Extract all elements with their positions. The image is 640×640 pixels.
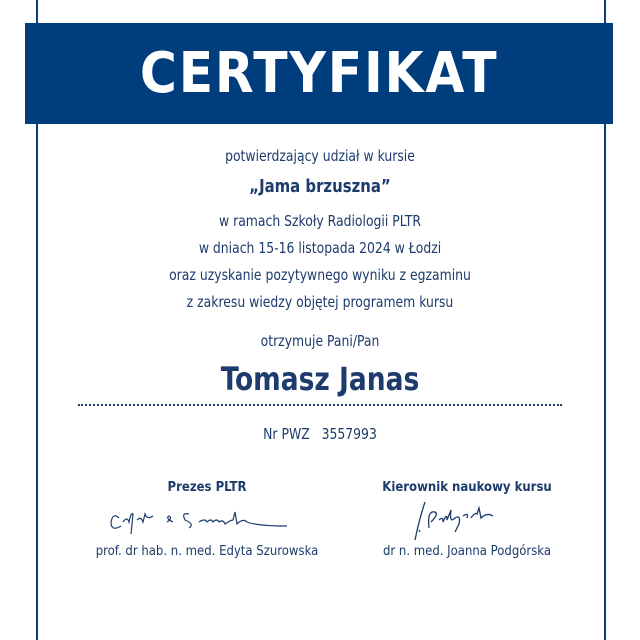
signature-block-supervisor xyxy=(337,480,597,559)
intro-text: potwierdzający udział w kursie xyxy=(225,147,415,165)
dotted-divider xyxy=(78,404,562,406)
title-banner xyxy=(25,23,613,124)
certificate-title: CERTYFIKAT xyxy=(139,41,499,106)
school-text: w ramach Szkoły Radiologii PLTR xyxy=(219,212,421,230)
signature-block-president xyxy=(77,480,337,559)
signature-role: Prezes PLTR xyxy=(167,480,247,495)
recipient-name: Tomasz Janas xyxy=(220,360,420,398)
signature-role: Kierownik naukowy kursu xyxy=(382,480,552,495)
date-text: w dniach 15-16 listopada 2024 w Łodzi xyxy=(198,239,442,257)
exam-text: oraz uzyskanie pozytywnego wyniku z egzaminu xyxy=(169,266,471,284)
scope-text: z zakresu wiedzy objętej programem kursu xyxy=(186,293,454,311)
course-name: „Jama brzuszna” xyxy=(249,176,391,197)
receives-text: otrzymuje Pani/Pan xyxy=(260,332,380,350)
signatory-name: dr n. med. Joanna Podgórska xyxy=(382,544,552,559)
pwz-number: Nr PWZ 3557993 xyxy=(263,425,377,443)
signatory-name: prof. dr hab. n. med. Edyta Szurowska xyxy=(95,544,319,559)
handwritten-signature-icon xyxy=(337,498,597,548)
handwritten-signature-icon xyxy=(77,498,337,540)
